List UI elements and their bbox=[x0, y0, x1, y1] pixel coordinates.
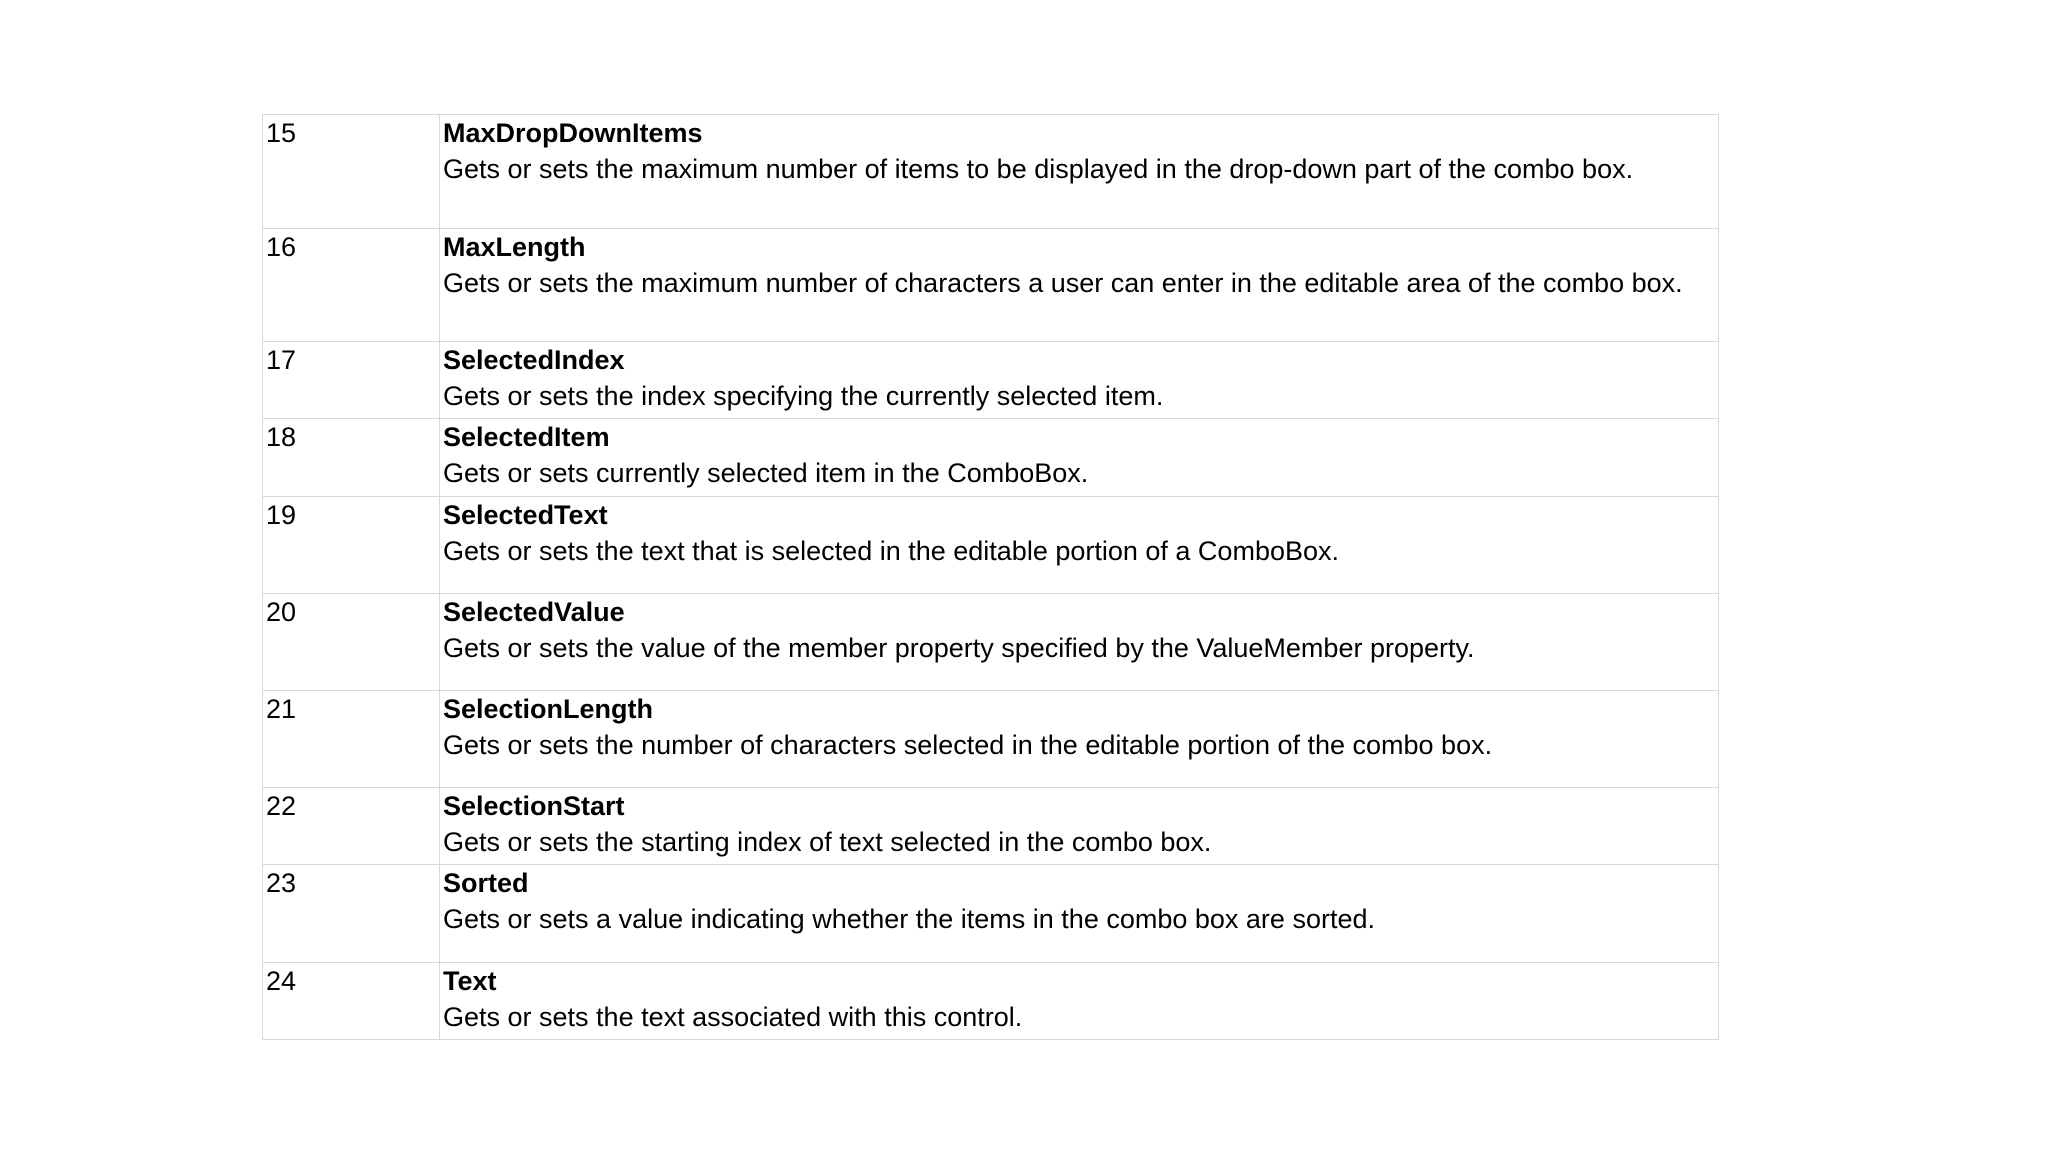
property-cell bbox=[440, 594, 1719, 691]
property-description: Gets or sets the index specifying the currently selected item. bbox=[443, 381, 1164, 411]
property-cell bbox=[440, 963, 1719, 1040]
property-description: Gets or sets currently selected item in the ComboBox. bbox=[443, 458, 1089, 488]
row-number: 22 bbox=[263, 788, 440, 865]
row-number: 21 bbox=[263, 691, 440, 788]
property-name: SelectionLength bbox=[443, 694, 654, 724]
property-name: MaxLength bbox=[443, 232, 586, 262]
row-number: 20 bbox=[263, 594, 440, 691]
table-row bbox=[263, 497, 1719, 594]
property-name: SelectedIndex bbox=[443, 345, 625, 375]
property-description: Gets or sets the text that is selected in the editable portion of a ComboBox. bbox=[443, 536, 1339, 566]
table-row bbox=[263, 691, 1719, 788]
row-number: 24 bbox=[263, 963, 440, 1040]
property-cell bbox=[440, 115, 1719, 229]
property-description: Gets or sets the number of characters selected in the editable portion of the combo box. bbox=[443, 730, 1493, 760]
row-number: 17 bbox=[263, 342, 440, 419]
row-number: 23 bbox=[263, 865, 440, 963]
property-name: SelectionStart bbox=[443, 791, 625, 821]
property-description: Gets or sets the text associated with this control. bbox=[443, 1002, 1023, 1032]
table-row bbox=[263, 788, 1719, 865]
property-name: SelectedValue bbox=[443, 597, 625, 627]
property-cell bbox=[440, 497, 1719, 594]
table-row bbox=[263, 963, 1719, 1040]
property-cell bbox=[440, 865, 1719, 963]
property-description: Gets or sets the value of the member property specified by the ValueMember property. bbox=[443, 633, 1475, 663]
property-cell bbox=[440, 229, 1719, 342]
property-name: SelectedItem bbox=[443, 422, 610, 452]
row-number: 16 bbox=[263, 229, 440, 342]
property-cell bbox=[440, 788, 1719, 865]
table-row bbox=[263, 419, 1719, 497]
row-number: 18 bbox=[263, 419, 440, 497]
property-name: Text bbox=[443, 966, 497, 996]
property-description: Gets or sets the maximum number of characters a user can enter in the editable area of the combo box. bbox=[443, 268, 1683, 298]
table-row bbox=[263, 342, 1719, 419]
property-cell bbox=[440, 342, 1719, 419]
row-number: 19 bbox=[263, 497, 440, 594]
table-row bbox=[263, 594, 1719, 691]
row-number: 15 bbox=[263, 115, 440, 229]
property-name: SelectedText bbox=[443, 500, 608, 530]
properties-table-body bbox=[263, 115, 1719, 1040]
property-cell bbox=[440, 419, 1719, 497]
property-cell bbox=[440, 691, 1719, 788]
property-name: MaxDropDownItems bbox=[443, 118, 703, 148]
property-name: Sorted bbox=[443, 868, 529, 898]
property-description: Gets or sets the maximum number of items to be displayed in the drop-down part of the combo box. bbox=[443, 154, 1634, 184]
table-row bbox=[263, 115, 1719, 229]
properties-table bbox=[262, 114, 1719, 1040]
property-description: Gets or sets the starting index of text selected in the combo box. bbox=[443, 827, 1212, 857]
table-row bbox=[263, 865, 1719, 963]
table-row bbox=[263, 229, 1719, 342]
property-description: Gets or sets a value indicating whether the items in the combo box are sorted. bbox=[443, 904, 1375, 934]
